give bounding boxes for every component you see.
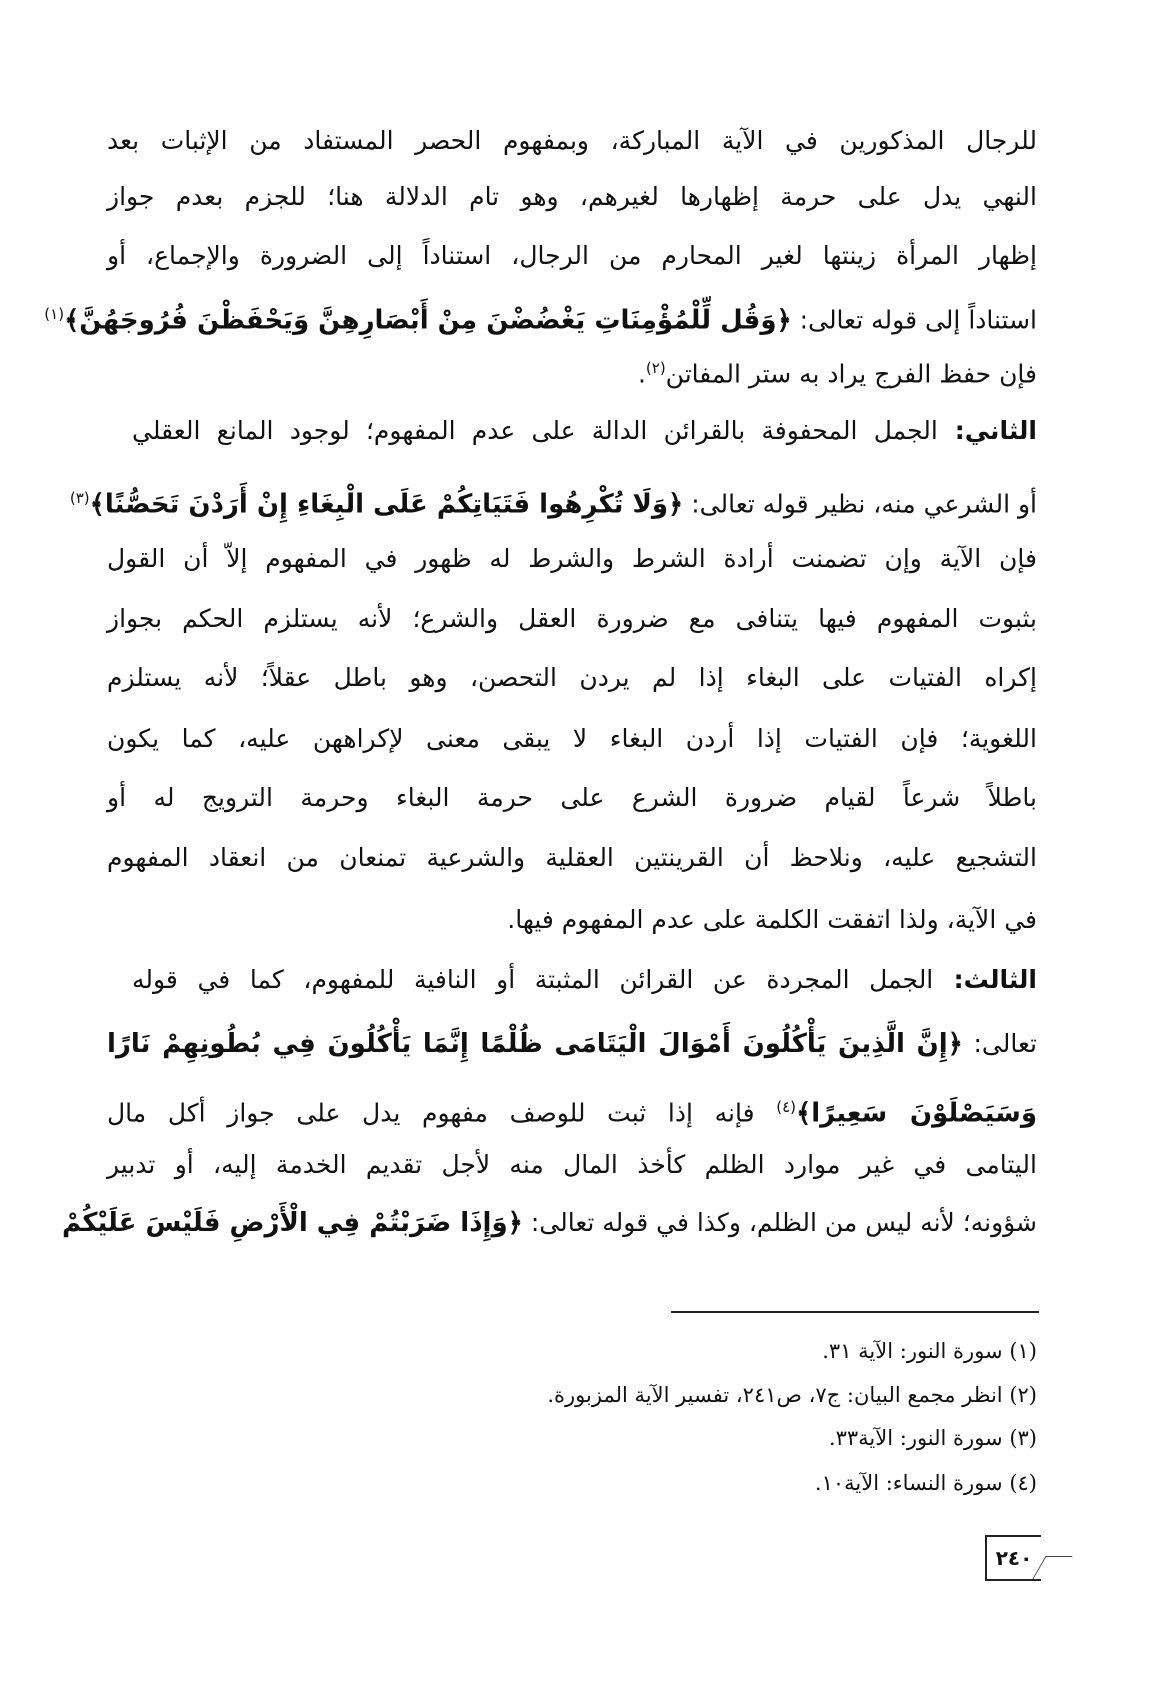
text-run: تعالى: [962,1029,1037,1058]
footnote: (١) سورة النور: الآية ٣١. [822,1339,1037,1363]
text-line [107,348,1037,394]
text-run: الجمل المجردة عن القرائن المثبتة أو النافية للمفهوم، كما في قوله [132,965,934,994]
text-line [107,177,1037,217]
text-run: بثبوت المفهوم فيها يتنافى مع ضرورة العقل والشرع؛ لأنه يستلزم الحكم بجواز [107,604,1037,633]
text-run: اليتامى في غير موارد الظلم كأخذ المال منه لأجل تقديم الخدمة إليه، أو تدبير [107,1150,1037,1179]
text-run: شؤونه؛ لأنه ليس من الظلم، وكذا في قوله تعالى: [522,1208,1037,1237]
quran-verse: ﴿وَلَا تُكْرِهُوا فَتَيَاتِكُمْ عَلَى الْبِغَاءِ إِنْ أَرَدْنَ تَحَصُّنًا﴾ [89,489,684,520]
text-line [132,411,1037,451]
footnote-ref[interactable]: (٤) [776,1098,796,1116]
text-line [107,778,1037,818]
text-run: النهي يدل على حرمة إظهارها لغيرهم، وهو تام الدلالة هنا؛ للجزم بعدم جواز [107,182,1037,211]
text-line [61,1203,1037,1243]
footnote: (٢) انظر مجمع البيان: ج٧، ص٢٤١، تفسير الآية المزبورة. [547,1383,1037,1407]
footnote: (٤) سورة النساء: الآية١٠. [814,1471,1037,1495]
text-run: في الآية، ولذا اتفقت الكلمة على عدم المفهوم فيها. [507,905,1037,934]
footnote-divider [671,1311,1039,1313]
text-run: أو الشرعي منه، نظير قوله تعالى: [683,489,1037,519]
text-line [107,838,1037,878]
section-heading: الثاني: [937,416,1037,445]
page-number: ٢٤٠ [985,1535,1041,1581]
text-line [107,1145,1037,1185]
quran-verse: ﴿وَقُل لِّلْمُؤْمِنَاتِ يَغْضُضْنَ مِنْ أَبْصَارِهِنَّ وَيَحْفَظْنَ فُرُوجَهُنَّ﴾ [64,305,792,336]
section-heading: الثالث: [933,965,1037,994]
text-line [132,960,1037,1000]
text-line [44,294,1037,340]
text-run: فإنه إذا ثبت للوصف مفهوم يدل على جواز أكل مال [107,1098,777,1128]
text-line [107,1024,1037,1064]
footnote-ref[interactable]: (١) [44,305,65,323]
quran-verse: ﴿إِنَّ الَّذِينَ يَأْكُلُونَ أَمْوَالَ الْيَتَامَى ظُلْمًا إِنَّمَا يَأْكُلُونَ فِي بُطُونِهِمْ نَارًا [107,1029,963,1059]
text-line [69,478,1037,524]
text-run: استناداً إلى قوله تعالى: [791,305,1037,335]
text-run: التشجيع عليه، ونلاحظ أن القرينتين العقلية والشرعية تمنعان من انعقاد المفهوم [107,843,1037,872]
text-run: الجمل المحفوفة بالقرائن الدالة على عدم المفهوم؛ لوجود المانع العقلي [132,416,938,445]
text-line [107,599,1037,639]
text-run: إظهار المرأة زينتها لغير المحارم من الرجال، استناداً إلى الضرورة والإجماع، أو [107,241,1037,270]
quran-verse: وَسَيَصْلَوْنَ سَعِيرًا﴾ [795,1098,1038,1129]
quran-verse: ﴿وَإِذَا ضَرَبْتُمْ فِي الْأَرْضِ فَلَيْسَ عَلَيْكُمْ [61,1208,523,1238]
text-line [107,658,1037,698]
text-line [107,236,1037,276]
text-line [107,1087,1037,1133]
footnote-ref[interactable]: (٣) [69,489,90,507]
text-run: إكراه الفتيات على البغاء إذا لم يردن التحصن، وهو باطل عقلاً؛ لأنه يستلزم [107,663,1037,692]
text-run: فإن الآية وإن تضمنت أرادة الشرط والشرط له ظهور في المفهوم إلاّ أن القول [107,544,1037,573]
text-run: . [637,359,646,389]
text-line [107,121,1037,161]
text-run: اللغوية؛ فإن الفتيات إذا أردن البغاء لا يبقى معنى لإكراههن عليه، كما يكون [107,724,1037,753]
text-line [107,719,1037,759]
text-line [107,900,1037,940]
text-run: فإن حفظ الفرج يراد به ستر المفاتن [665,359,1037,389]
text-run: باطلاً شرعاً لقيام ضرورة الشرع على حرمة البغاء وحرمة الترويج له أو [107,783,1037,812]
text-line [107,539,1037,579]
text-run: للرجال المذكورين في الآية المباركة، وبمفهوم الحصر المستفاد من الإثبات بعد [107,126,1037,155]
footnote: (٣) سورة النور: الآية٣٣. [828,1426,1037,1450]
footnote-ref[interactable]: (٢) [645,359,666,377]
